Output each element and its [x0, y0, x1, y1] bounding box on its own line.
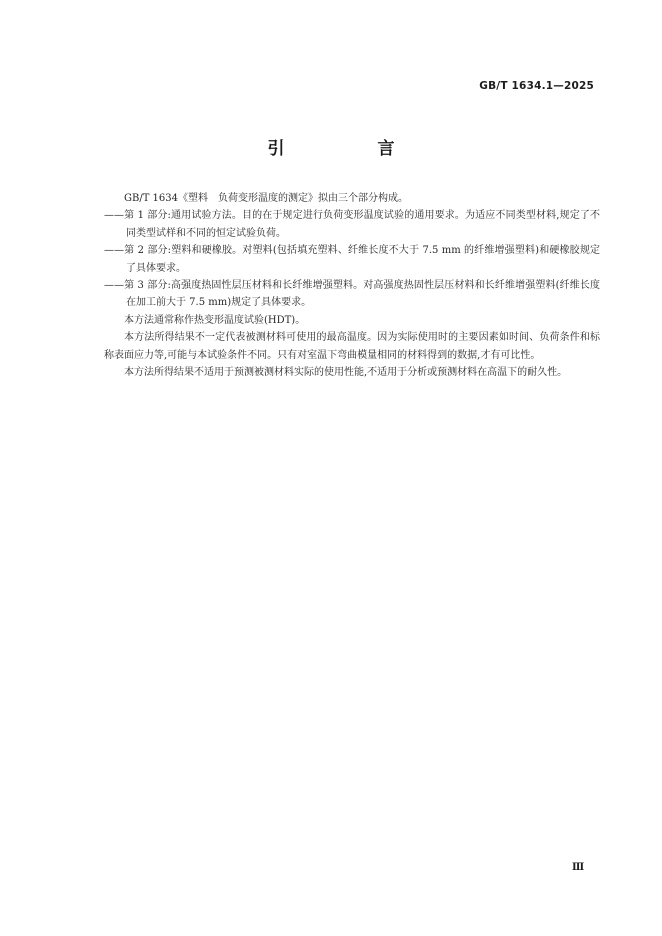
page-title: 引 言 [267, 139, 433, 159]
body-text [104, 190, 600, 381]
intro-paragraph: GB/T 1634《塑料 负荷变形温度的测定》拟由三个部分构成。 [124, 193, 409, 204]
part-1-item: ——第 1 部分:通用试验方法。目的在于规定进行负荷变形温度试验的通用要求。为适应不同类型材料,规定了不同类型试样和不同的恒定试验负荷。 [104, 210, 600, 239]
part-3-item: ——第 3 部分:高强度热固性层压材料和长纤维增强塑料。对高强度热固性层压材料和长纤维增强塑料(纤维长度在加工前大于 7.5 mm)规定了具体要求。 [104, 280, 600, 309]
page-number: Ⅲ [572, 862, 585, 873]
limitation-paragraph: 本方法所得结果不一定代表被测材料可使用的最高温度。因为实际使用时的主要因素如时间、负荷条件和标称表面应力等,可能与本试验条件不同。只有对室温下弯曲模量相同的材料得到的数据,才有可比性。 [104, 332, 600, 361]
hdt-paragraph: 本方法通常称作热变形温度试验(HDT)。 [124, 314, 306, 326]
standard-number: GB/T 1634.1—2025 [479, 80, 594, 92]
applicability-paragraph: 本方法所得结果不适用于预测被测材料实际的使用性能,不适用于分析或预测材料在高温下的耐久性。 [124, 367, 568, 379]
part-2-item: ——第 2 部分:塑料和硬橡胶。对塑料(包括填充塑料、纤维长度不大于 7.5 mm 的纤维增强塑料)和硬橡胶规定了具体要求。 [104, 245, 600, 274]
